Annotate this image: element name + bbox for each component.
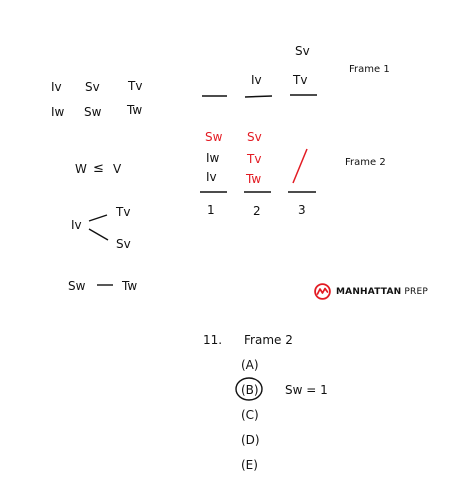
frame2-col2-bottom: Tw xyxy=(246,172,262,186)
left-row1-b: Sv xyxy=(85,80,100,94)
logo-wordmark xyxy=(336,287,428,297)
rule-leq-symbol: ≤ xyxy=(93,161,104,176)
rule3-right: Tw xyxy=(122,279,138,293)
logo-brand-bold: MANHATTAN xyxy=(336,286,402,297)
branch-line-top xyxy=(89,215,107,221)
left-row2-c: Tw xyxy=(127,103,143,117)
frame2-col1-mid: Iw xyxy=(206,151,220,165)
branch-line-bottom xyxy=(89,229,108,240)
left-row1-c: Tv xyxy=(128,79,143,93)
rule-v-label: V xyxy=(113,162,122,176)
left-row1-a: Iv xyxy=(51,80,62,94)
branch-root: Iv xyxy=(71,218,82,232)
left-row2-b: Sw xyxy=(84,105,102,119)
question-number: 11. xyxy=(203,333,223,347)
frame1-col2: Iv xyxy=(251,73,262,87)
frame2-col1-bottom: Iv xyxy=(206,170,217,184)
choice-d: (D) xyxy=(241,433,260,447)
slot-number-1: 1 xyxy=(207,203,215,217)
frame1-col3: Tv xyxy=(293,73,308,87)
rule-w-label: W xyxy=(75,162,87,176)
frame1-label: Frame 1 xyxy=(349,64,390,75)
frame1-col3-top: Sv xyxy=(295,44,310,58)
slot-number-2: 2 xyxy=(253,204,261,218)
choice-a: (A) xyxy=(241,358,259,372)
frame2-strike-mark xyxy=(293,149,307,183)
branch-top: Tv xyxy=(116,205,131,219)
frame2-col1-top: Sw xyxy=(205,130,223,144)
left-row2-a: Iw xyxy=(51,105,65,119)
frame2-col2-top: Sv xyxy=(247,130,262,144)
choice-c: (C) xyxy=(241,408,259,422)
frame1-slot-2 xyxy=(245,96,272,97)
frame2-col2-mid: Tv xyxy=(247,152,262,166)
logo-mark-icon xyxy=(314,283,331,300)
question-frame: Frame 2 xyxy=(244,333,293,347)
answer-note: Sw = 1 xyxy=(285,383,328,397)
slot-number-3: 3 xyxy=(298,203,306,217)
rule3-left: Sw xyxy=(68,279,86,293)
choice-b: (B) xyxy=(241,383,259,397)
choice-e: (E) xyxy=(241,458,258,472)
frame2-label: Frame 2 xyxy=(345,157,386,168)
branch-bottom: Sv xyxy=(116,237,131,251)
logo-brand-light: PREP xyxy=(401,286,428,297)
manhattan-prep-logo xyxy=(314,283,428,300)
